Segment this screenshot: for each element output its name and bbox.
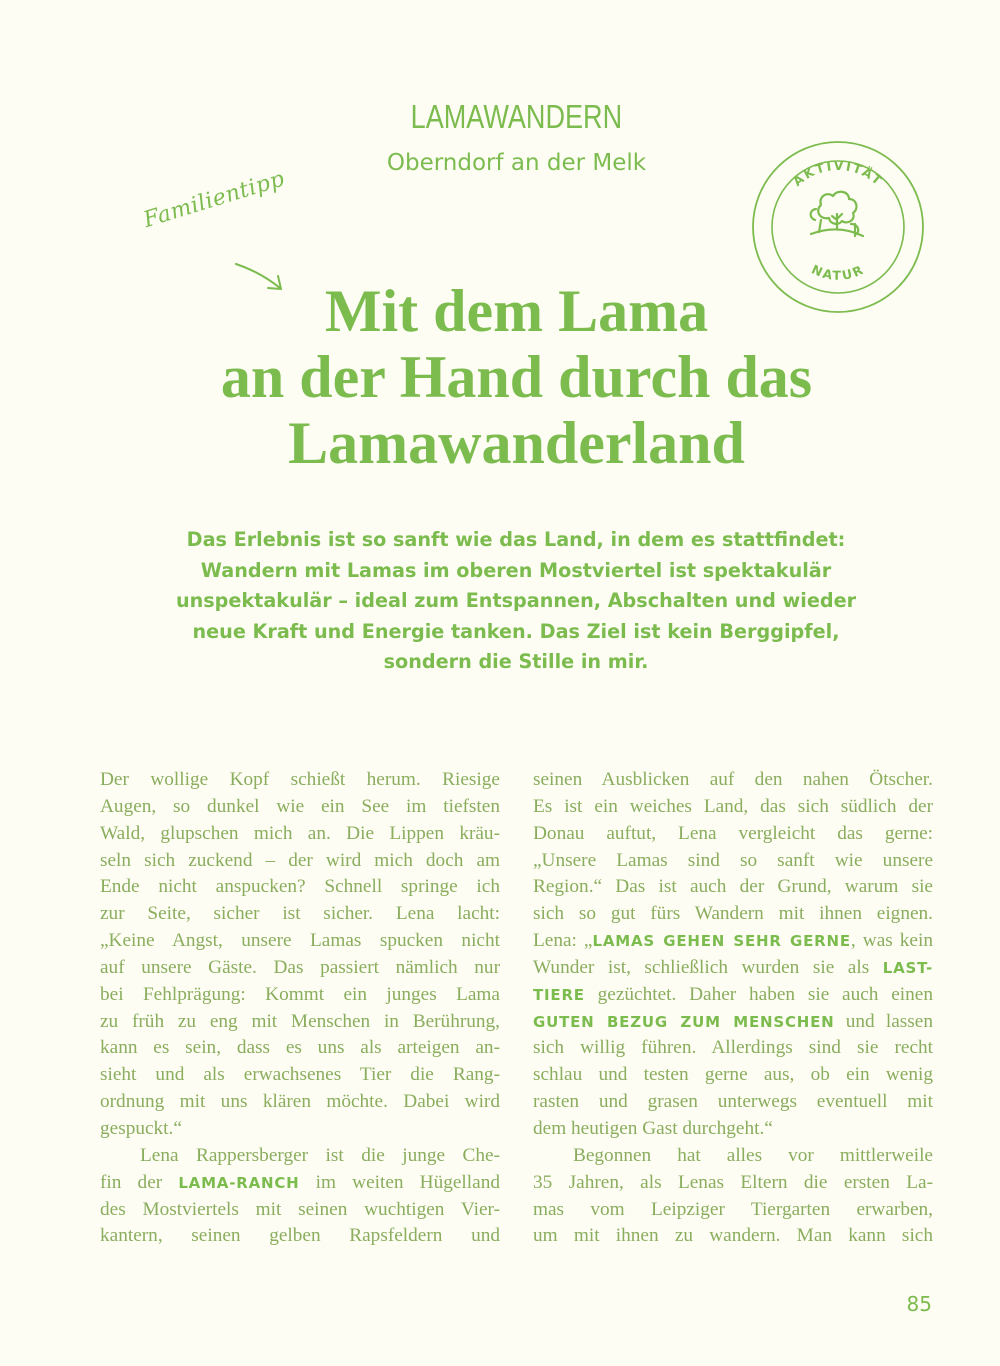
body-line: ordnung mit uns klären möchte. Dabei wird (100, 1091, 500, 1113)
svg-text:AKTIVITÄT (790, 158, 886, 189)
trees-icon (811, 192, 863, 236)
body-line: Lena Rappersberger ist die junge Che- (140, 1144, 500, 1166)
body-line (533, 1009, 933, 1036)
body-text: gezüchtet. Daher haben sie auch einen (584, 983, 933, 1005)
body-text: im weiten Hügelland (299, 1171, 500, 1193)
body-line: Donau auftut, Lena vergleicht das gerne: (533, 822, 933, 844)
body-line: zu früh zu eng mit Menschen in Berührung, (100, 1010, 500, 1032)
body-line: 35 Jahren, als Lenas Eltern die ersten La- (533, 1171, 933, 1193)
lead-line: Das Erlebnis ist so sanft wie das Land, in dem es stattfindet: (186, 528, 846, 551)
body-line: zur Seite, sicher ist sicher. Lena lacht: (100, 903, 500, 925)
body-line: rasten und grasen unterwegs eventuell mit (533, 1091, 933, 1113)
body-text: fin der (100, 1171, 179, 1193)
body-line (100, 1170, 500, 1197)
badge-bottom-text: NATUR (809, 261, 867, 283)
body-line: „Keine Angst, unsere Lamas spucken nicht (100, 930, 500, 952)
location-subtitle: Oberndorf an der Melk (386, 150, 647, 176)
body-text: und lassen (834, 1010, 933, 1032)
lead-line: unspektakulär – ideal zum Entspannen, Abschalten und wieder (175, 589, 857, 612)
body-line: kantern, seinen gelben Rapsfeldern und (100, 1225, 500, 1247)
body-line: Begonnen hat alles vor mittlerweile (573, 1144, 933, 1166)
body-column-right (533, 767, 933, 1250)
body-line: Der wollige Kopf schießt herum. Riesige (100, 769, 500, 790)
body-line: seln sich zuckend – der wird mich doch am (100, 849, 500, 871)
body-line: seinen Ausblicken auf den nahen Ötscher. (533, 769, 933, 790)
highlight-tiere: TIERE (533, 985, 585, 1004)
page-title (0, 278, 1000, 476)
body-line: Region.“ Das ist auch der Grund, warum sie (533, 876, 933, 898)
body-line: sieht und als erwachsenes Tier die Rang- (100, 1064, 500, 1086)
body-line: sich so gut fürs Wandern mit ihnen eignen. (533, 903, 933, 925)
body-line: gespuckt.“ (100, 1117, 182, 1139)
body-line: Es ist ein weiches Land, das sich südlich der (533, 795, 933, 817)
body-line: sich willig führen. Allerdings sind sie recht (533, 1037, 933, 1059)
body-line: dem heutigen Gast durchgeht.“ (533, 1117, 773, 1139)
title-line: Lamawanderland (288, 410, 745, 476)
family-tip-note: Familientipp (140, 166, 288, 233)
body-line: kann es sein, dass es uns als arteigen an- (100, 1037, 500, 1059)
section-kicker: LAMAWANDERN (410, 98, 623, 135)
body-text: Wunder ist, schließlich wurden sie als (533, 956, 883, 978)
body-text: Lena: „ (533, 930, 593, 952)
page-number: 85 (906, 1292, 932, 1316)
body-line: „Unsere Lamas sind so sanft wie unsere (533, 849, 933, 871)
body-line (533, 928, 933, 955)
badge-top-text: AKTIVITÄT (789, 157, 887, 189)
lead-line: sondern die Stille in mir. (383, 650, 649, 673)
body-line: auf unsere Gäste. Das passiert nämlich nur (100, 956, 500, 978)
title-line: Mit dem Lama (324, 278, 709, 344)
body-line: Wald, glupschen mich an. Die Lippen kräu- (100, 822, 500, 844)
lead-line: Wandern mit Lamas im oberen Mostviertel ist spektakulär (200, 558, 832, 582)
body-line: um mit ihnen zu wandern. Man kann sich (533, 1225, 933, 1247)
body-line: Augen, so dunkel wie ein See im tiefsten (100, 795, 500, 817)
body-line: schlau und testen gerne aus, ob ein wenig (533, 1064, 933, 1086)
title-line: an der Hand durch das (220, 344, 813, 410)
lead-paragraph (140, 525, 892, 678)
highlight-guten-bezug: GUTEN BEZUG ZUM MENSCHEN (533, 1012, 835, 1031)
lead-line: neue Kraft und Energie tanken. Das Ziel ist kein Berggipfel, (192, 619, 840, 643)
highlight-lama-ranch: LAMA-RANCH (178, 1173, 300, 1192)
highlight-last: LAST- (882, 958, 933, 977)
highlight-lamas-gehen: LAMAS GEHEN SEHR GERNE (592, 932, 851, 951)
body-line: bei Fehlprägung: Kommt ein junges Lama (100, 983, 500, 1005)
body-line (533, 982, 933, 1009)
body-column-left (100, 767, 500, 1250)
body-line: mas vom Leipziger Tiergarten erwarben, (533, 1198, 933, 1220)
body-line (533, 955, 933, 982)
body-line: des Mostviertels mit seinen wuchtigen Vier- (100, 1198, 500, 1220)
body-text: , was kein (850, 930, 933, 952)
body-line: Ende nicht anspucken? Schnell springe ich (100, 876, 500, 898)
